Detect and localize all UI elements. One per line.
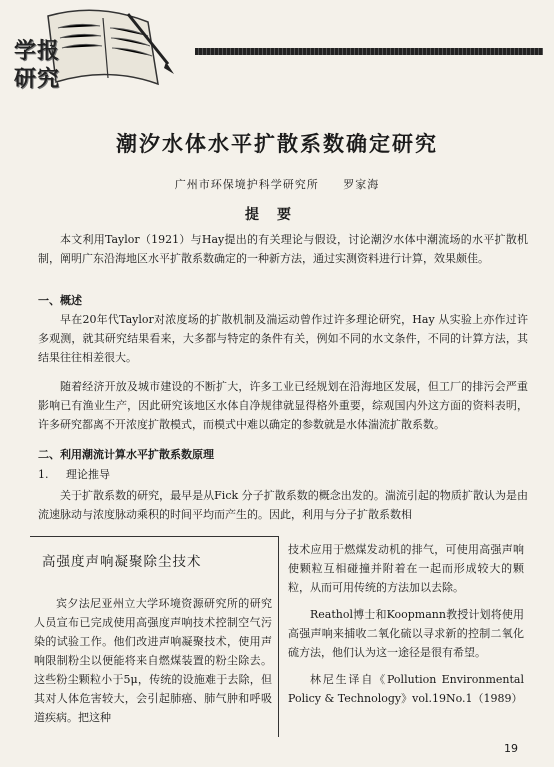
abstract-text xyxy=(38,230,528,268)
section-1-paragraph-1: 早在20年代Taylor对浓度场的扩散机制及湍运动曾作过许多理论研究，Hay 从实验上亦作过许多观测，就其研究结果看来，大多都与特定的条件有关，例如不同的水文条件，不同的计算方法，其结果往往相差很大。 xyxy=(38,313,528,364)
page-number: 19 xyxy=(504,742,518,755)
insert-right-paragraph-2: Reathol博士和Koopmann教授计划将使用高强声响来捕收二氧化硫以寻求新的控制二氧化硫方法，他们认为这一途径是很有希望。 xyxy=(288,608,524,659)
affiliation-line xyxy=(0,176,554,192)
logo-line-1: 学报 xyxy=(14,39,61,64)
section-1-heading: 一、概述 xyxy=(38,294,82,307)
insert-body xyxy=(34,594,272,727)
column-logo xyxy=(8,4,193,104)
insert-paragraph: 宾夕法尼亚州立大学环境资源研究所的研究人员宣布已完成使用高强度声响技术控制空气污染的试验工作。他们改进声响凝聚技术，使用声响限制粉尘以便能将来自燃煤装置的粉尘除去。这些粉尘颗粒小于5μ，传统的设施难于去除，但其对人体危害较大，会引起肺癌、肺气肿和呼吸道疾病。把这种 xyxy=(34,597,272,724)
abstract-paragraph: 本文利用Taylor（1921）与Hay提出的有关理论与假设，讨论潮汐水体中潮流场的水平扩散机制，阐明广东沿海地区水平扩散系数确定的一种新方法，通过实测资料进行计算，效果颇佳。 xyxy=(38,233,528,265)
abstract-heading: 提要 xyxy=(245,207,309,223)
section-2-heading: 二、利用潮流计算水平扩散系数原理 xyxy=(38,448,214,461)
article-title: 潮汐水体水平扩散系数确定研究 xyxy=(116,132,438,156)
header-rule xyxy=(195,48,543,55)
logo-line-2: 研究 xyxy=(14,67,61,92)
insert-source: 林尼生译自《Pollution Environmental Policy & Technology》vol.19No.1（1989） xyxy=(288,673,524,705)
section-1-body xyxy=(38,310,528,434)
section-2-body xyxy=(38,486,528,524)
section-2-paragraph-1: 关于扩散系数的研究，最早是从Fick 分子扩散系数的概念出发的。湍流引起的物质扩散认为是由流速脉动与浓度脉动乘积的时间平均而产生的。因此，利用与分子扩散系数相 xyxy=(38,489,528,521)
insert-title: 高强度声响凝聚除尘技术 xyxy=(42,554,202,570)
affiliation: 广州市环保境护科学研究所 xyxy=(174,178,319,191)
subsection-title: 理论推导 xyxy=(66,468,110,481)
section-1-paragraph-2: 随着经济开放及城市建设的不断扩大，许多工业已经规划在沿海地区发展，但工厂的排污会严重影响已有渔业生产，因此研究该地区水体自净规律就显得格外重要，综观国内外这方面的资料表明，许多研究都离不开浓度扩散模式，而模式中难以确定的参数就是水体湍流扩散系数。 xyxy=(38,380,528,431)
insert-continuation xyxy=(288,540,524,708)
author: 罗家海 xyxy=(343,178,380,191)
subsection-number: 1. xyxy=(38,468,49,481)
subsection-heading xyxy=(38,466,110,482)
insert-right-paragraph-1: 技术应用于燃煤发动机的排气，可使用高强声响使颗粒互相碰撞并附着在一起而形成较大的颗粒，从而可用传统的方法加以去除。 xyxy=(288,543,524,594)
logo-lettering xyxy=(14,38,60,94)
